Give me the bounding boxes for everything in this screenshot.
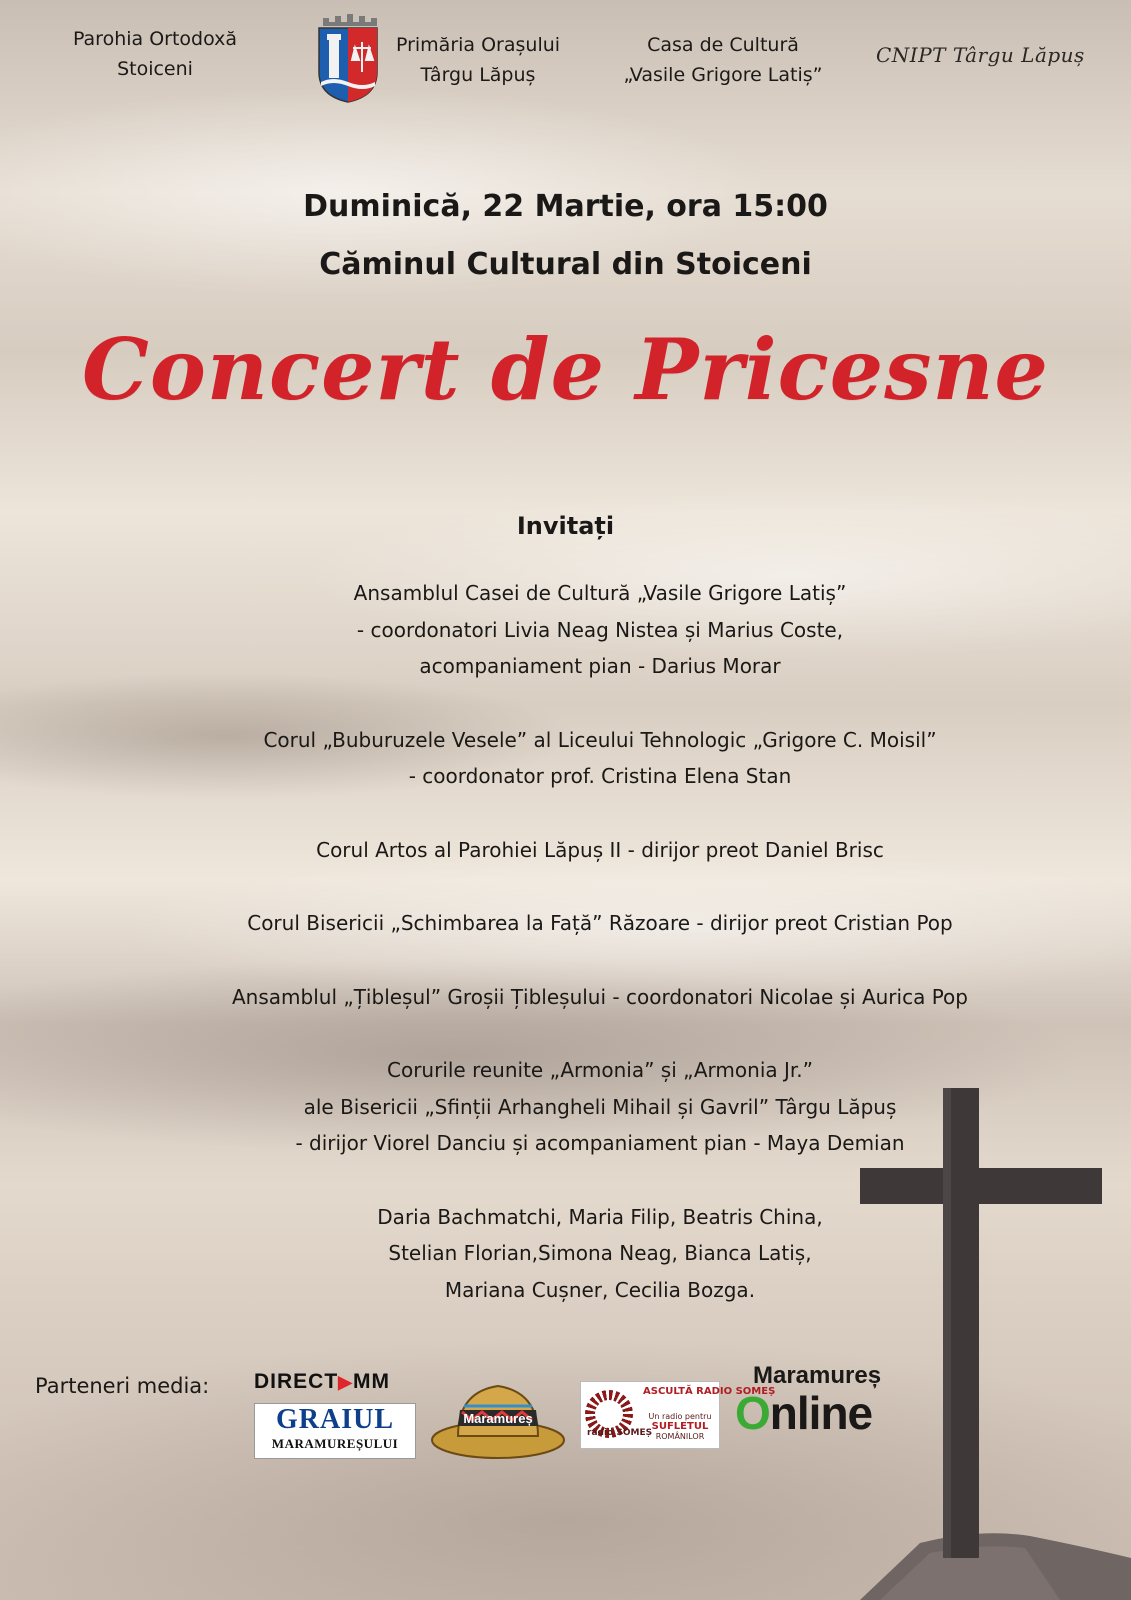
poster-title: Concert de Pricesne (82, 320, 1049, 419)
cross-icon (860, 1088, 1131, 1600)
parish-name: Parohia Ortodoxă Stoiceni (72, 28, 238, 80)
guest-item: Ansamblul Casei de Cultură „Vasile Grigore Latiș” - coordonatori Livia Neag Nistea și Marius Coste, acompaniament pian - Darius Morar (353, 581, 847, 678)
guest-item: Corurile reunite „Armonia” și „Armonia Jr.” ale Bisericii „Sfinții Arhangheli Mihail și Gavril” Târgu Lăpuș - dirijor Viorel Danciu și acompaniament pian - Maya Demian (295, 1058, 905, 1155)
maramures-online-logo: Maramureș Online (735, 1362, 882, 1439)
play-arrow-icon: ▶ (338, 1372, 354, 1392)
culture-house-name: Casa de Cultură „Vasile Grigore Latiș” (623, 34, 823, 86)
radio-somes-logo: radio SOMEȘ ASCULTĂ RADIO SOMEȘ Un radio pentru SUFLETUL ROMÂNILOR (580, 1381, 720, 1449)
directmm-logo: DIRECT▶MM (254, 1370, 391, 1393)
guest-item: Daria Bachmatchi, Maria Filip, Beatris China, Stelian Florian,Simona Neag, Bianca Latiș, Mariana Cușner, Cecilia Bozga. (377, 1204, 823, 1302)
event-info (0, 178, 1131, 294)
event-datetime: Duminică, 22 Martie, ora 15:00 (303, 189, 828, 224)
maramures-hat-logo (428, 1362, 568, 1462)
cnipt-logo: CNIPT Târgu Lăpuș (876, 43, 1085, 67)
coat-of-arms-icon (315, 12, 381, 104)
media-partners-label: Parteneri media: (35, 1374, 210, 1398)
header (0, 0, 1131, 120)
online-o-icon: O (735, 1387, 770, 1439)
svg-text:Maramureș: Maramureș (463, 1411, 533, 1426)
guest-item: Corul Artos al Parohiei Lăpuș II - dirijor preot Daniel Brisc (316, 837, 884, 862)
guests-heading: Invitați (516, 512, 615, 540)
guest-item: Corul Bisericii „Schimbarea la Față” Răzoare - dirijor preot Cristian Pop (247, 911, 953, 935)
guest-item: Corul „Buburuzele Vesele” al Liceului Tehnologic „Grigore C. Moisil” - coordonator prof. Cristina Elena Stan (263, 727, 937, 788)
event-venue: Căminul Cultural din Stoiceni (319, 247, 812, 282)
graiul-maramuresului-logo: GRAIUL MARAMUREȘULUI (254, 1403, 416, 1459)
media-partners (0, 1360, 1131, 1470)
city-hall-name: Primăria Orașului Târgu Lăpuș (395, 34, 561, 86)
guest-item: Ansamblul „Țibleșul” Groșii Țibleșului - coordonatori Nicolae și Aurica Pop (232, 984, 968, 1009)
